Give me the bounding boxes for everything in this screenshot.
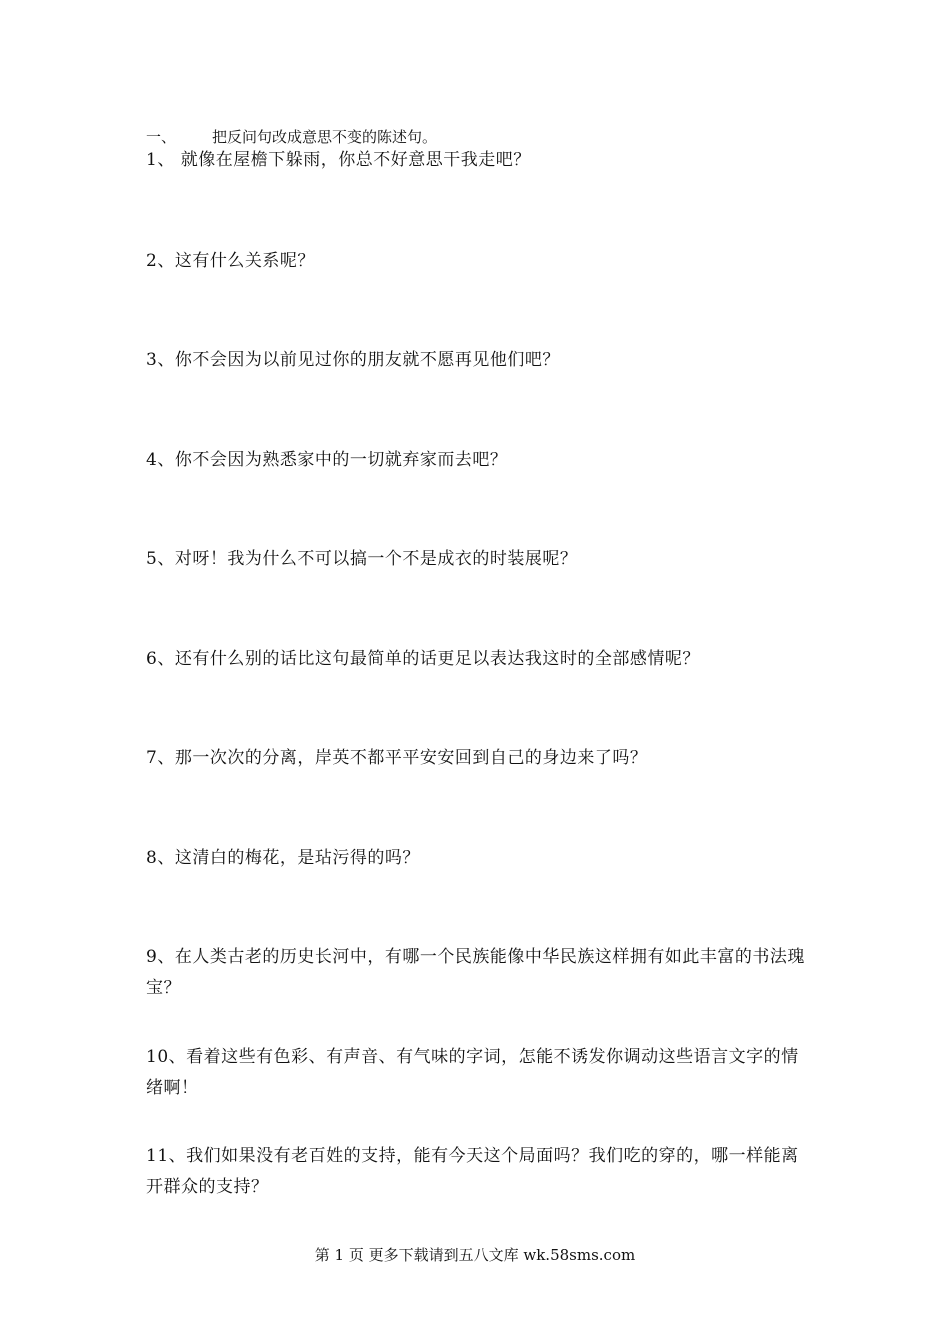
- section-title: 把反问句改成意思不变的陈述句。: [212, 128, 438, 146]
- question-6: 6、还有什么别的话比这句最简单的话更足以表达我这时的全部感情呢？: [146, 649, 700, 669]
- section-number: 一、: [146, 128, 177, 146]
- page-footer: 第 1 页 更多下载请到五八文库 wk.58sms.com: [314, 1246, 636, 1264]
- question-3: 3、你不会因为以前见过你的朋友就不愿再见他们吧？: [146, 350, 560, 370]
- question-10: 10、看着这些有色彩、有声音、有气味的字词，怎能不诱发你调动这些语言文字的情绪啊！: [146, 1047, 799, 1098]
- question-1: 1、 就像在屋檐下躲雨，你总不好意思干我走吧？: [146, 150, 531, 170]
- question-4: 4、你不会因为熟悉家中的一切就弃家而去吧？: [146, 450, 508, 470]
- question-5: 5、对呀！我为什么不可以搞一个不是成衣的时装展呢？: [146, 549, 578, 569]
- section-heading: [146, 127, 437, 147]
- question-2: 2、这有什么关系呢？: [146, 251, 315, 271]
- question-8: 8、这清白的梅花，是玷污得的吗？: [146, 848, 420, 868]
- question-9: 9、在人类古老的历史长河中，有哪一个民族能像中华民族这样拥有如此丰富的书法瑰宝？: [146, 947, 805, 998]
- question-7: 7、那一次次的分离，岸英不都平平安安回到自己的身边来了吗？: [146, 748, 648, 768]
- question-11: 11、我们如果没有老百姓的支持，能有今天这个局面吗？我们吃的穿的，哪一样能离开群众的支持？: [146, 1146, 799, 1197]
